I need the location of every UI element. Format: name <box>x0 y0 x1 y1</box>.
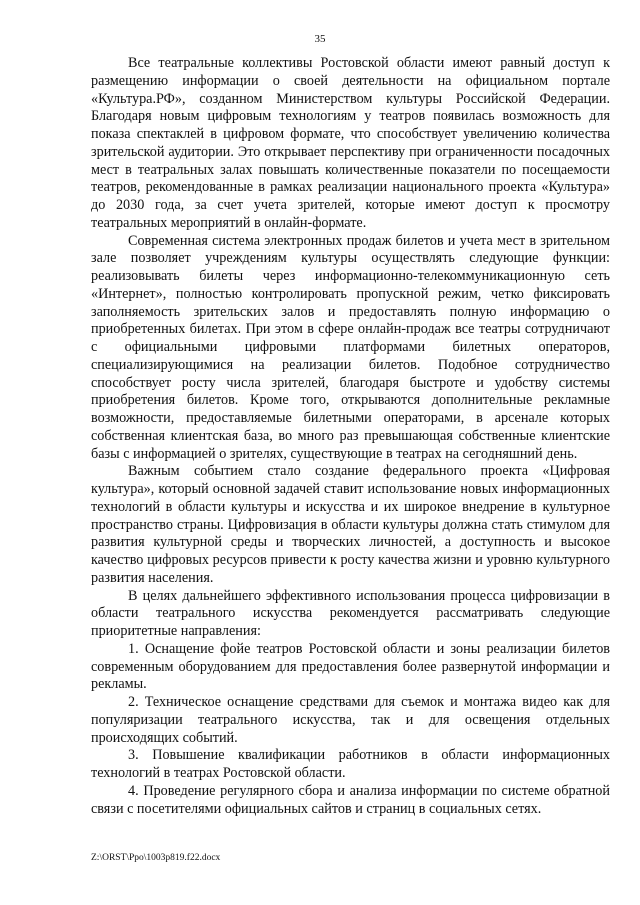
document-body <box>91 55 610 818</box>
list-item-feedback-analysis: 4. Проведение регулярного сбора и анализа информации по системе обратной связи с посетителями официальных сайтов и страниц в социальных сетях. <box>91 782 610 817</box>
footer-file-path: Z:\ORST\Ppo\1003p819.f22.docx <box>91 853 221 863</box>
list-item-foyer-equipment: 1. Оснащение фойе театров Ростовской области и зоны реализации билетов современным оборудованием для предоставления более развернутой информации и рекламы. <box>91 640 610 693</box>
paragraph-ticket-system: Современная система электронных продаж билетов и учета мест в зрительном зале позволяет учреждениям культуры осуществлять следующие функции: реализовывать билеты через информационно-телекоммуникационную сеть «Интернет», полностью контролировать пропускной режим, четко фиксировать заполняемость зрительских залов и предоставлять полную информацию о приобретенных билетах. При этом в сфере онлайн-продаж все театры сотрудничают с официальными цифровыми платформами билетных операторов, специализирующимися на реализации билетов. Подобное сотрудничество способствует росту числа зрителей, благодаря быстроте и удобству системы приобретения билетов. Кроме того, открываются дополнительные рекламные возможности, предоставляемые билетными операторами, в арсенале которых собственная клиентская база, во много раз превышающая собственные клиентские базы с информацией о зрителях, существующие в театрах на сегодняшний день. <box>91 232 610 462</box>
paragraph-portal-access: Все театральные коллективы Ростовской области имеют равный доступ к размещению информации о своей деятельности на официальном портале «Культура.РФ», созданном Министерством культуры Российской Федерации. Благодаря новым цифровым технологиям у театров появилась возможность для показа спектаклей в цифровом формате, что способствует увеличению количества зрительской аудитории. Это открывает перспективу при ограниченности посадочных мест в театральных залах повышать количественные показатели по посещаемости театров, рекомендованные в рамках реализации национального проекта «Культура» до 2030 года, за счет учета зрителей, которые имеют доступ к просмотру театральных мероприятий в онлайн-формате. <box>91 55 610 231</box>
paragraph-priorities-intro: В целях дальнейшего эффективного использования процесса цифровизации в области театрального искусства рекомендуется рассматривать следующие приоритетные направления: <box>91 587 610 639</box>
list-item-staff-training: 3. Повышение квалификации работников в области информационных технологий в театрах Ростовской области. <box>91 747 610 781</box>
paragraph-digital-culture: Важным событием стало создание федерального проекта «Цифровая культура», который основной задачей ставит использование новых информационных технологий в области культуры и искусства и их широкое внедрение в культурное пространство страны. Цифровизация в области культуры должна стать стимулом для развития культурной среды и творческих личностей, а доступность и высокое качество цифровых ресурсов привести к росту качества жизни и уровню культурного развития населения. <box>91 463 610 586</box>
page-number: 35 <box>314 33 326 45</box>
list-item-video-equipment: 2. Техническое оснащение средствами для съемок и монтажа видео как для популяризации театрального искусства, так и для освещения отдельных происходящих событий. <box>91 694 610 746</box>
